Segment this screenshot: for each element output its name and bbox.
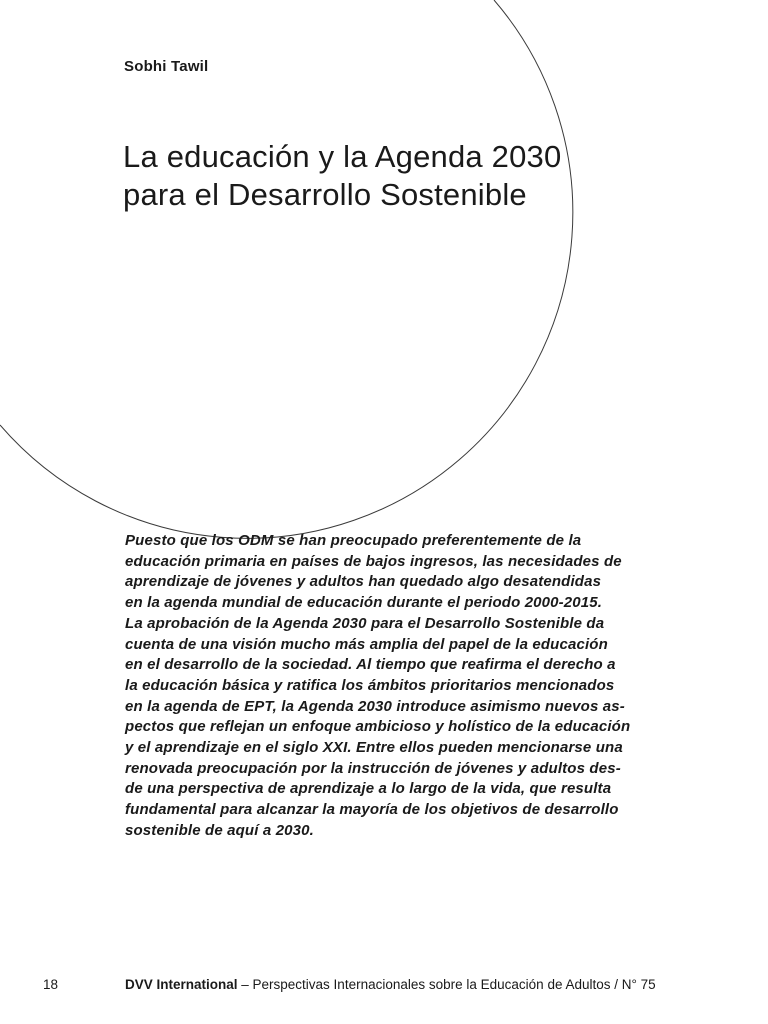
running-title-publication: – Perspectivas Internacionales sobre la Educación de Adultos / N° 75 [237, 977, 656, 992]
article-title-line-1: La educación y la Agenda 2030 [123, 139, 562, 174]
article-title-line-2: para el Desarrollo Sostenible [123, 177, 527, 212]
running-title-organization: DVV International [125, 977, 238, 992]
abstract-line: Puesto que los ODM se han preocupado preferentemente de la [125, 532, 582, 549]
abstract-line: renovada preocupación por la instrucción de jóvenes y adultos des- [125, 759, 621, 777]
abstract-line: educación primaria en países de bajos ingresos, las necesidades de [125, 552, 622, 570]
abstract-line: la educación básica y ratifica los ámbitos prioritarios mencionados [125, 676, 615, 694]
abstract-line: sostenible de aquí a 2030. [125, 821, 314, 839]
abstract-line: fundamental para alcanzar la mayoría de los objetivos de desarrollo [125, 801, 619, 819]
page-number: 18 [43, 977, 59, 992]
abstract-line: cuenta de una visión mucho más amplia del papel de la educación [125, 635, 608, 653]
running-title [125, 977, 656, 992]
page-footer [0, 975, 768, 997]
abstract-line: de una perspectiva de aprendizaje a lo largo de la vida, que resulta [125, 780, 612, 798]
abstract-line: La aprobación de la Agenda 2030 para el Desarrollo Sostenible da [125, 614, 605, 632]
article-abstract [125, 531, 685, 842]
abstract-line: aprendizaje de jóvenes y adultos han quedado algo desatendidas [125, 573, 602, 591]
article-title [123, 138, 683, 214]
author-name: Sobhi Tawil [124, 58, 209, 75]
abstract-line: y el aprendizaje en el siglo XXI. Entre ellos pueden mencionarse una [125, 739, 623, 757]
abstract-line: en la agenda de EPT, la Agenda 2030 introduce asimismo nuevos as- [125, 697, 625, 715]
circle-arc-line [0, 0, 573, 538]
abstract-line: en la agenda mundial de educación durante el periodo 2000-2015. [125, 594, 603, 612]
abstract-line: en el desarrollo de la sociedad. Al tiempo que reafirma el derecho a [125, 656, 616, 674]
abstract-line: pectos que reflejan un enfoque ambicioso y holístico de la educación [125, 718, 631, 736]
